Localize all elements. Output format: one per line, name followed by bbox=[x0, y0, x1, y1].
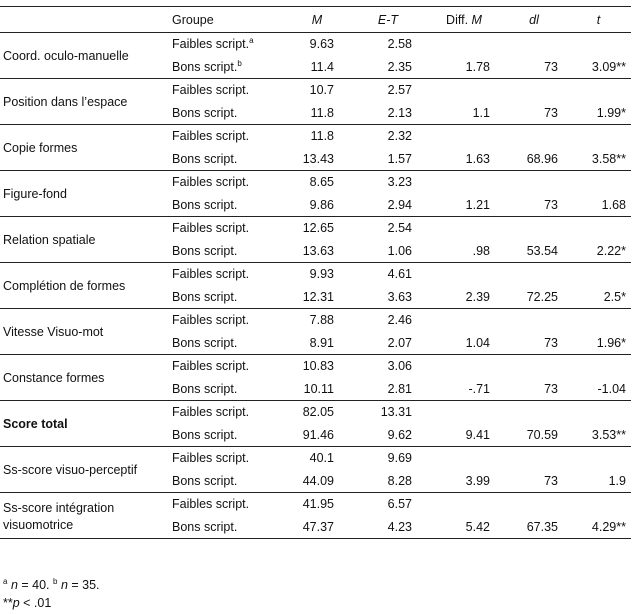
sd-cell: 2.07 bbox=[387, 335, 412, 350]
t-value: 2.5 bbox=[603, 289, 622, 304]
group-label: Bons script. bbox=[172, 473, 238, 488]
diff-cell: -.71 bbox=[468, 381, 490, 396]
group-cell bbox=[168, 148, 284, 171]
group-label: Faibles script. bbox=[172, 267, 250, 282]
sd-cell: 2.57 bbox=[350, 79, 426, 102]
group-label: Faibles script. bbox=[172, 83, 250, 98]
mean-cell: 41.95 bbox=[284, 493, 350, 516]
diff-cell bbox=[426, 447, 502, 470]
significance-mark: ** bbox=[616, 151, 626, 166]
table-notes bbox=[3, 576, 100, 612]
sd-cell: 1.06 bbox=[387, 243, 412, 258]
dl-cell bbox=[502, 217, 566, 240]
t-cell bbox=[566, 447, 631, 470]
t-value: 1.96 bbox=[596, 335, 622, 350]
header-degrees-of-freedom: dl bbox=[502, 7, 566, 33]
group-cell bbox=[168, 33, 284, 56]
sd-cell: 4.61 bbox=[350, 263, 426, 286]
mean-cell: 91.46 bbox=[302, 427, 334, 442]
t-cell bbox=[566, 424, 631, 447]
row-label-text: Ss-score visuo-perceptif bbox=[3, 462, 138, 477]
sd-cell: 9.62 bbox=[387, 427, 412, 442]
mean-cell: 10.11 bbox=[303, 381, 334, 396]
table-body bbox=[0, 33, 631, 539]
t-cell bbox=[566, 240, 631, 263]
mean-cell: 8.65 bbox=[284, 171, 350, 194]
row-label bbox=[0, 493, 168, 539]
table-row bbox=[0, 401, 631, 424]
diff-cell bbox=[426, 79, 502, 102]
significance-mark: * bbox=[621, 105, 626, 120]
group-label: Bons script. bbox=[172, 105, 238, 120]
row-label bbox=[0, 447, 168, 493]
group-footnote-mark: b bbox=[237, 58, 242, 68]
group-label: Bons script. bbox=[172, 59, 238, 74]
group-label: Bons script. bbox=[172, 427, 238, 442]
t-value: 1.99 bbox=[596, 105, 622, 120]
group-cell bbox=[168, 447, 284, 470]
t-cell bbox=[566, 516, 631, 539]
note-sample-sizes bbox=[3, 576, 100, 594]
table-row bbox=[0, 447, 631, 470]
mean-cell: 8.91 bbox=[309, 335, 334, 350]
mean-cell: 12.65 bbox=[284, 217, 350, 240]
header-standard-deviation: E-T bbox=[350, 7, 426, 33]
mean-cell: 47.37 bbox=[284, 516, 350, 539]
diff-cell: 9.41 bbox=[465, 427, 490, 442]
table-row bbox=[0, 493, 631, 516]
group-label: Bons script. bbox=[172, 197, 238, 212]
row-label-text: Relation spatiale bbox=[3, 232, 96, 247]
group-label: Bons script. bbox=[172, 289, 238, 304]
sd-cell: 3.06 bbox=[350, 355, 426, 378]
significance-mark: * bbox=[621, 335, 626, 350]
sd-cell: 6.57 bbox=[350, 493, 426, 516]
table-row bbox=[0, 33, 631, 56]
group-label: Faibles script. bbox=[172, 175, 250, 190]
note-p: p bbox=[12, 596, 20, 610]
mean-cell: 9.86 bbox=[309, 197, 334, 212]
mean-cell: 9.63 bbox=[284, 33, 350, 56]
group-cell bbox=[168, 263, 284, 286]
group-cell bbox=[168, 424, 284, 447]
row-label-text: Constance formes bbox=[3, 370, 105, 385]
diff-cell bbox=[426, 263, 502, 286]
row-label bbox=[0, 309, 168, 355]
note-sup-b: b bbox=[53, 576, 58, 586]
note-significance bbox=[3, 594, 100, 612]
row-label-text: Complétion de formes bbox=[3, 278, 126, 293]
mean-cell: 11.8 bbox=[310, 105, 334, 120]
table-row bbox=[0, 355, 631, 378]
note-n-a-value: = 40. bbox=[17, 578, 53, 592]
t-cell bbox=[566, 332, 631, 355]
diff-cell bbox=[426, 309, 502, 332]
sd-cell: 13.31 bbox=[350, 401, 426, 424]
dl-cell bbox=[502, 79, 566, 102]
diff-cell: 1.78 bbox=[465, 59, 490, 74]
group-cell bbox=[168, 240, 284, 263]
dl-cell: 68.96 bbox=[526, 151, 558, 166]
mean-cell: 40.1 bbox=[284, 447, 350, 470]
dl-cell bbox=[502, 309, 566, 332]
header-group: Groupe bbox=[168, 7, 284, 33]
header-diff-mean bbox=[426, 7, 502, 33]
note-sup-a: a bbox=[3, 576, 8, 586]
row-label bbox=[0, 355, 168, 401]
group-label: Faibles script. bbox=[172, 497, 250, 512]
mean-cell: 7.88 bbox=[284, 309, 350, 332]
row-label-text: Vitesse Visuo-mot bbox=[3, 324, 104, 339]
sd-cell: 2.13 bbox=[387, 105, 412, 120]
table-row bbox=[0, 309, 631, 332]
mean-cell: 11.4 bbox=[310, 59, 334, 74]
group-cell bbox=[168, 171, 284, 194]
group-cell bbox=[168, 56, 284, 79]
dl-cell bbox=[502, 263, 566, 286]
table-header-row bbox=[0, 7, 631, 33]
row-label-line: visuomotrice bbox=[3, 517, 74, 532]
group-cell bbox=[168, 355, 284, 378]
sd-cell: 2.32 bbox=[350, 125, 426, 148]
row-label bbox=[0, 401, 168, 447]
diff-cell bbox=[426, 217, 502, 240]
diff-cell: .98 bbox=[472, 243, 490, 258]
diff-cell: 3.99 bbox=[465, 473, 490, 488]
mean-cell: 9.93 bbox=[284, 263, 350, 286]
mean-cell: 13.43 bbox=[302, 151, 334, 166]
dl-cell bbox=[502, 125, 566, 148]
header-mean: M bbox=[284, 7, 350, 33]
dl-cell bbox=[502, 33, 566, 56]
mean-cell: 10.83 bbox=[284, 355, 350, 378]
group-label: Faibles script. bbox=[172, 221, 250, 236]
t-cell bbox=[566, 355, 631, 378]
t-cell bbox=[566, 79, 631, 102]
table-row bbox=[0, 79, 631, 102]
dl-cell: 53.54 bbox=[526, 243, 558, 258]
row-label bbox=[0, 263, 168, 309]
dl-cell bbox=[502, 447, 566, 470]
t-value: 3.53 bbox=[591, 427, 617, 442]
diff-cell bbox=[426, 171, 502, 194]
group-cell bbox=[168, 470, 284, 493]
mean-cell: 11.8 bbox=[284, 125, 350, 148]
t-cell bbox=[566, 102, 631, 125]
diff-cell: 1.04 bbox=[465, 335, 490, 350]
group-label: Bons script. bbox=[172, 243, 238, 258]
dl-cell: 72.25 bbox=[526, 289, 558, 304]
significance-mark: ** bbox=[616, 519, 626, 534]
dl-cell: 73 bbox=[544, 59, 558, 74]
table-row bbox=[0, 217, 631, 240]
diff-cell: 1.21 bbox=[465, 197, 490, 212]
group-label: Bons script. bbox=[172, 335, 238, 350]
t-value: 2.22 bbox=[596, 243, 622, 258]
note-n-b: n bbox=[60, 578, 68, 592]
dl-cell: 73 bbox=[544, 381, 558, 396]
sd-cell: 1.57 bbox=[387, 151, 412, 166]
group-label: Bons script. bbox=[172, 519, 238, 534]
sd-cell: 3.63 bbox=[387, 289, 412, 304]
row-label-text: Coord. oculo-manuelle bbox=[3, 48, 129, 63]
group-label: Faibles script. bbox=[172, 359, 250, 374]
sd-cell: 2.35 bbox=[387, 59, 412, 74]
t-value: 3.58 bbox=[591, 151, 617, 166]
header-label-cell bbox=[0, 7, 168, 33]
row-label bbox=[0, 171, 168, 217]
note-stars: ** bbox=[3, 596, 13, 610]
significance-mark: ** bbox=[616, 427, 626, 442]
group-cell bbox=[168, 309, 284, 332]
row-label-line: Ss-score intégration bbox=[3, 500, 115, 515]
t-cell bbox=[566, 263, 631, 286]
group-label: Faibles script. bbox=[172, 313, 250, 328]
significance-mark: * bbox=[621, 243, 626, 258]
dl-cell bbox=[502, 493, 566, 516]
diff-cell bbox=[426, 125, 502, 148]
group-cell bbox=[168, 378, 284, 401]
diff-cell: 1.1 bbox=[472, 105, 490, 120]
group-cell bbox=[168, 194, 284, 217]
row-label bbox=[0, 79, 168, 125]
group-label: Bons script. bbox=[172, 381, 238, 396]
t-value: 1.9 bbox=[608, 473, 626, 488]
dl-cell: 73 bbox=[544, 335, 558, 350]
group-cell bbox=[168, 217, 284, 240]
note-n-a: n bbox=[10, 578, 18, 592]
group-label: Faibles script. bbox=[172, 405, 250, 420]
t-value: 1.68 bbox=[601, 197, 626, 212]
mean-cell: 10.7 bbox=[284, 79, 350, 102]
dl-cell: 67.35 bbox=[502, 516, 566, 539]
row-label-text: Figure-fond bbox=[3, 186, 67, 201]
group-cell bbox=[168, 332, 284, 355]
t-value: 4.29 bbox=[591, 519, 617, 534]
sd-cell: 3.23 bbox=[350, 171, 426, 194]
group-cell bbox=[168, 286, 284, 309]
sd-cell: 2.54 bbox=[350, 217, 426, 240]
t-cell bbox=[566, 148, 631, 171]
row-label-text: Copie formes bbox=[3, 140, 78, 155]
dl-cell: 73 bbox=[544, 473, 558, 488]
sd-cell: 9.69 bbox=[350, 447, 426, 470]
group-footnote-mark: a bbox=[249, 36, 254, 46]
t-cell bbox=[566, 286, 631, 309]
t-cell bbox=[566, 33, 631, 56]
row-label-text: Score total bbox=[3, 416, 68, 431]
statistics-table bbox=[0, 6, 631, 539]
group-label: Faibles script. bbox=[172, 129, 250, 144]
header-diff-m: M bbox=[471, 12, 482, 27]
t-cell bbox=[566, 401, 631, 424]
t-cell bbox=[566, 217, 631, 240]
t-cell bbox=[566, 493, 631, 516]
t-value: -1.04 bbox=[597, 381, 626, 396]
sd-cell: 2.58 bbox=[350, 33, 426, 56]
t-cell bbox=[566, 378, 631, 401]
table-row bbox=[0, 171, 631, 194]
t-cell bbox=[566, 56, 631, 79]
table-row bbox=[0, 125, 631, 148]
dl-cell bbox=[502, 401, 566, 424]
table-row bbox=[0, 263, 631, 286]
t-cell bbox=[566, 171, 631, 194]
diff-cell: 5.42 bbox=[426, 516, 502, 539]
header-diff-prefix: Diff. bbox=[446, 12, 472, 27]
group-cell bbox=[168, 516, 284, 539]
sd-cell: 2.94 bbox=[387, 197, 412, 212]
significance-mark: * bbox=[621, 289, 626, 304]
dl-cell: 73 bbox=[544, 197, 558, 212]
sd-cell: 2.46 bbox=[350, 309, 426, 332]
mean-cell: 82.05 bbox=[284, 401, 350, 424]
t-value: 3.09 bbox=[591, 59, 617, 74]
row-label bbox=[0, 217, 168, 263]
t-cell bbox=[566, 125, 631, 148]
sd-cell: 8.28 bbox=[387, 473, 412, 488]
dl-cell bbox=[502, 171, 566, 194]
diff-cell bbox=[426, 33, 502, 56]
mean-cell: 12.31 bbox=[302, 289, 334, 304]
dl-cell: 70.59 bbox=[526, 427, 558, 442]
row-label bbox=[0, 125, 168, 171]
group-cell bbox=[168, 401, 284, 424]
row-label bbox=[0, 33, 168, 79]
sd-cell: 4.23 bbox=[350, 516, 426, 539]
sd-cell: 2.81 bbox=[387, 381, 412, 396]
dl-cell bbox=[502, 355, 566, 378]
group-cell bbox=[168, 493, 284, 516]
note-p-value: < .01 bbox=[19, 596, 52, 610]
t-cell bbox=[566, 470, 631, 493]
diff-cell bbox=[426, 401, 502, 424]
diff-cell: 2.39 bbox=[465, 289, 490, 304]
group-label: Faibles script. bbox=[172, 37, 250, 52]
row-label-text: Position dans l’espace bbox=[3, 94, 128, 109]
t-cell bbox=[566, 194, 631, 217]
group-label: Faibles script. bbox=[172, 451, 250, 466]
header-t-value: t bbox=[566, 7, 631, 33]
diff-cell bbox=[426, 493, 502, 516]
group-cell bbox=[168, 125, 284, 148]
group-cell bbox=[168, 79, 284, 102]
t-cell bbox=[566, 309, 631, 332]
mean-cell: 13.63 bbox=[302, 243, 334, 258]
diff-cell bbox=[426, 355, 502, 378]
note-n-b-value: = 35. bbox=[67, 578, 100, 592]
mean-cell: 44.09 bbox=[302, 473, 334, 488]
group-label: Bons script. bbox=[172, 151, 238, 166]
significance-mark: ** bbox=[616, 59, 626, 74]
group-cell bbox=[168, 102, 284, 125]
diff-cell: 1.63 bbox=[465, 151, 490, 166]
dl-cell: 73 bbox=[544, 105, 558, 120]
